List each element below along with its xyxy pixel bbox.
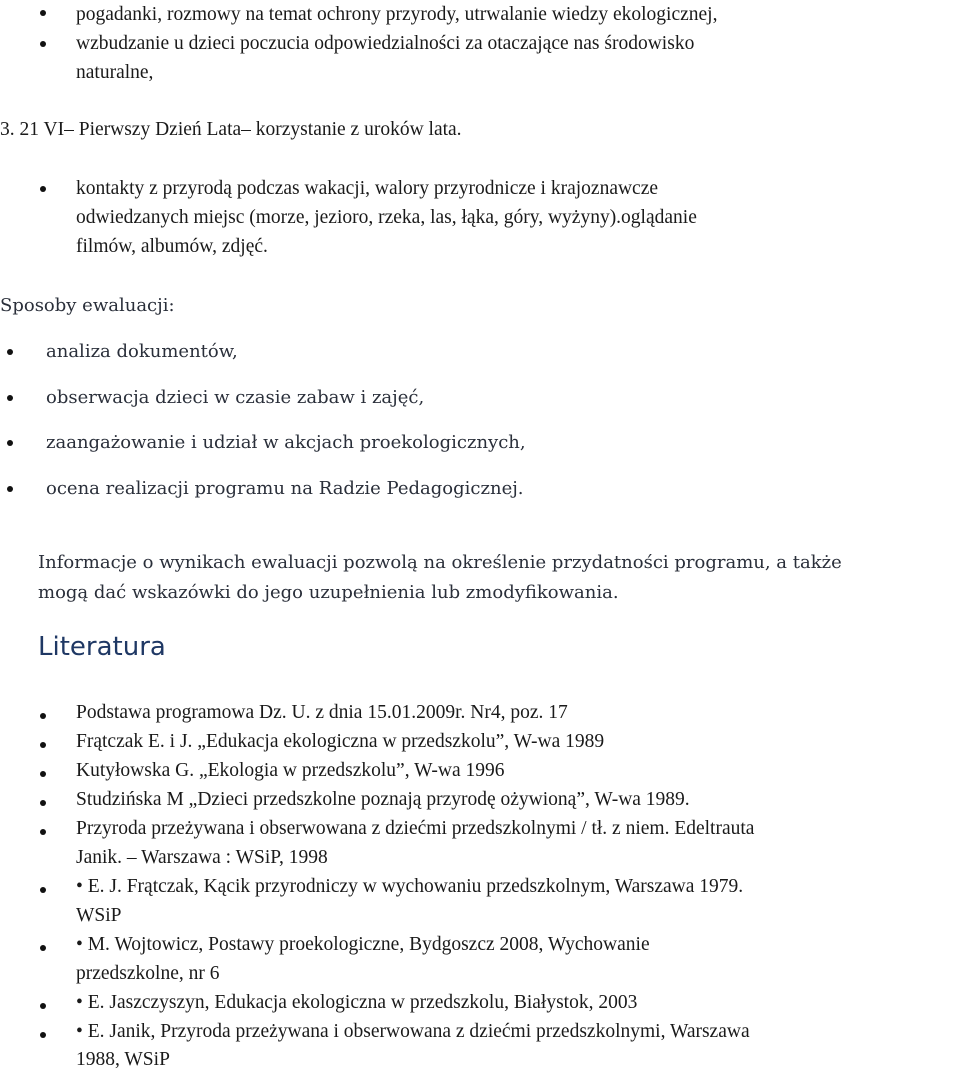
evaluation-info-line: Informacje o wynikach ewaluacji pozwolą na określenie przydatności programu, a także bbox=[38, 552, 842, 573]
bibliography-item-continuation: 1988, WSiP bbox=[76, 1049, 170, 1070]
bibliography-item: Przyroda przeżywana i obserwowana z dziećmi przedszkolnymi / tł. z niem. Edeltrauta bbox=[76, 818, 755, 839]
bullet-icon bbox=[40, 945, 46, 951]
bibliography-item: • M. Wojtowicz, Postawy proekologiczne, Bydgoszcz 2008, Wychowanie bbox=[76, 934, 650, 955]
bullet-icon bbox=[40, 829, 46, 835]
bullet-icon bbox=[40, 887, 46, 893]
bullet-icon bbox=[40, 742, 46, 748]
bullet-icon bbox=[40, 10, 46, 16]
bullet-icon bbox=[7, 349, 13, 355]
bullet-icon bbox=[40, 186, 46, 192]
bibliography-item: Podstawa programowa Dz. U. z dnia 15.01.2009r. Nr4, poz. 17 bbox=[76, 702, 568, 723]
bibliography-item-continuation: WSiP bbox=[76, 905, 122, 926]
bullet-icon bbox=[40, 771, 46, 777]
bullet-icon bbox=[40, 1003, 46, 1009]
evaluation-item: analiza dokumentów, bbox=[46, 341, 238, 362]
bibliography-item: Frątczak E. i J. „Edukacja ekologiczna w przedszkolu”, W-wa 1989 bbox=[76, 731, 605, 752]
section-heading: 3. 21 VI– Pierwszy Dzień Lata– korzystanie z uroków lata. bbox=[0, 119, 462, 140]
bibliography-item: Studzińska M „Dzieci przedszkolne poznają przyrodę ożywioną”, W-wa 1989. bbox=[76, 789, 690, 810]
bullet-icon bbox=[40, 41, 46, 47]
bibliography-item: • E. Jaszczyszyn, Edukacja ekologiczna w przedszkolu, Białystok, 2003 bbox=[76, 992, 638, 1013]
evaluation-item: zaangażowanie i udział w akcjach proekologicznych, bbox=[46, 432, 526, 453]
bibliography-item-continuation: przedszkolne, nr 6 bbox=[76, 963, 220, 984]
list-item-line: pogadanki, rozmowy na temat ochrony przyrody, utrwalanie wiedzy ekologicznej, bbox=[76, 4, 718, 25]
bullet-icon bbox=[40, 1032, 46, 1038]
list-item-line: naturalne, bbox=[76, 62, 154, 83]
bibliography-item: • E. Janik, Przyroda przeżywana i obserwowana z dziećmi przedszkolnymi, Warszawa bbox=[76, 1021, 750, 1042]
bullet-icon bbox=[40, 800, 46, 806]
bullet-icon bbox=[40, 713, 46, 719]
list-item-line: odwiedzanych miejsc (morze, jezioro, rzeka, las, łąka, góry, wyżyny).oglądanie bbox=[76, 207, 697, 228]
bullet-icon bbox=[7, 395, 13, 401]
bullet-icon bbox=[7, 486, 13, 492]
list-item-line: wzbudzanie u dzieci poczucia odpowiedzialności za otaczające nas środowisko bbox=[76, 33, 695, 54]
literatura-heading: Literatura bbox=[38, 632, 166, 662]
evaluation-item: obserwacja dzieci w czasie zabaw i zajęć, bbox=[46, 387, 425, 408]
evaluation-item: ocena realizacji programu na Radzie Pedagogicznej. bbox=[46, 478, 524, 499]
list-item-line: filmów, albumów, zdjęć. bbox=[76, 236, 268, 257]
bibliography-item-continuation: Janik. – Warszawa : WSiP, 1998 bbox=[76, 847, 328, 868]
bullet-icon bbox=[7, 440, 13, 446]
evaluation-heading: Sposoby ewaluacji: bbox=[0, 295, 175, 316]
evaluation-info-line: mogą dać wskazówki do jego uzupełnienia lub zmodyfikowania. bbox=[38, 582, 619, 603]
bibliography-item: Kutyłowska G. „Ekologia w przedszkolu”, W-wa 1996 bbox=[76, 760, 505, 781]
list-item-line: kontakty z przyrodą podczas wakacji, walory przyrodnicze i krajoznawcze bbox=[76, 178, 659, 199]
bibliography-item: • E. J. Frątczak, Kącik przyrodniczy w wychowaniu przedszkolnym, Warszawa 1979. bbox=[76, 876, 744, 897]
